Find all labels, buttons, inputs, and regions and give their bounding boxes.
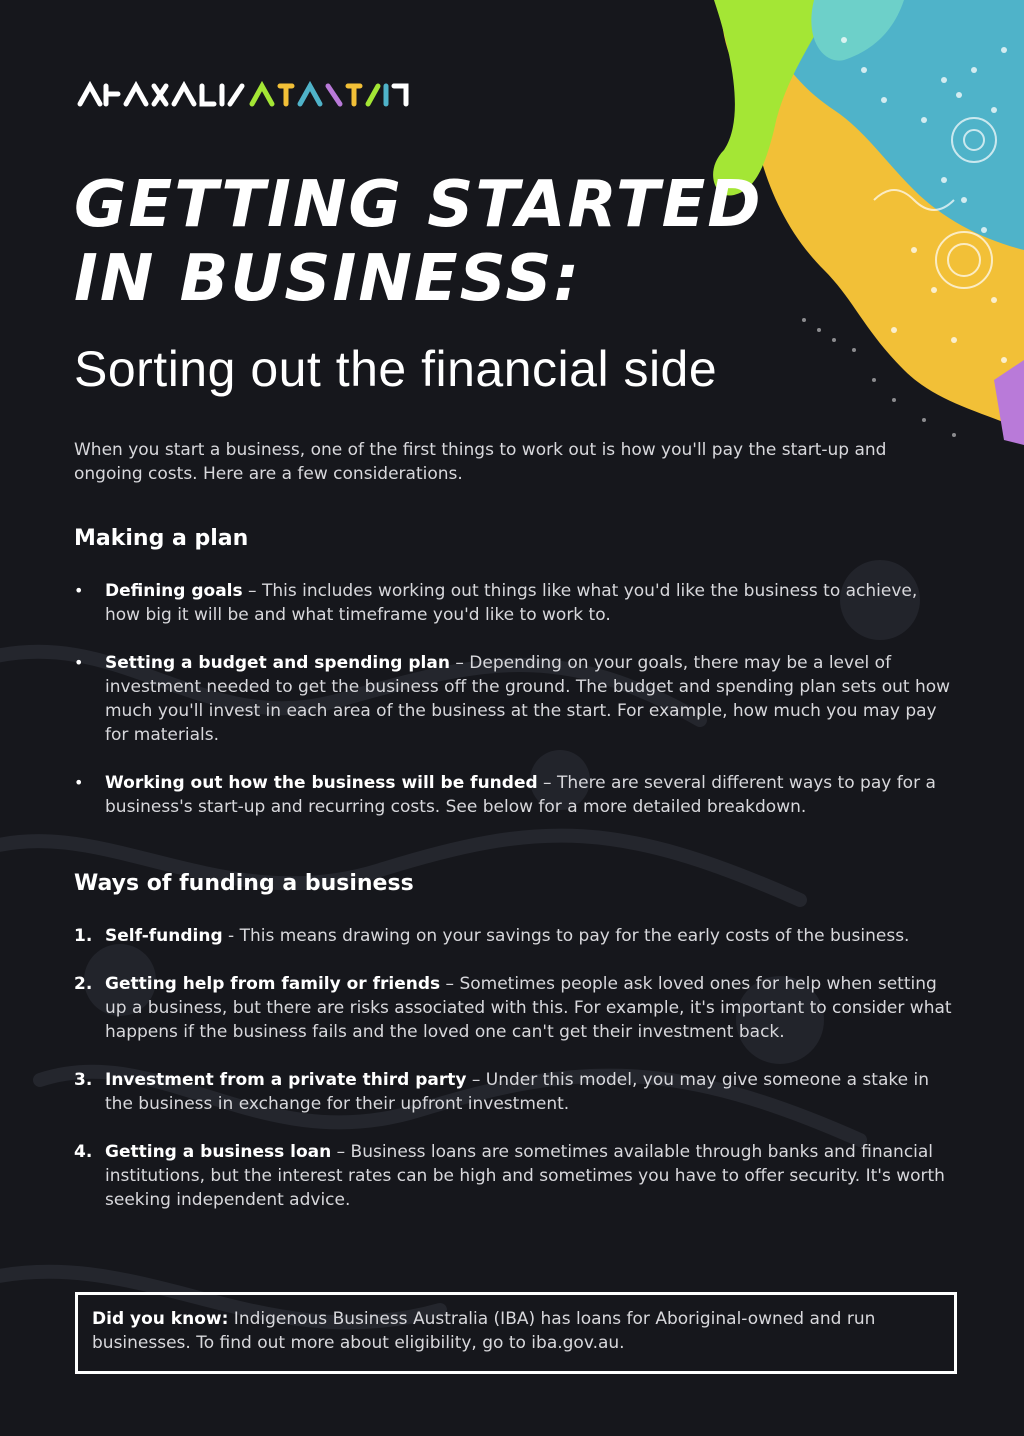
list-item xyxy=(74,579,954,627)
list-item xyxy=(74,1140,954,1212)
title-line-2: IN BUSINESS: xyxy=(74,242,582,316)
callout-label: Did you know: xyxy=(92,1309,229,1329)
item-text: – Under this model, you may give someone a stake in the business in exchange for their upfront investment. xyxy=(105,1070,929,1114)
section-heading-making-a-plan: Making a plan xyxy=(74,526,249,551)
item-text: - This means drawing on your savings to pay for the early costs of the business. xyxy=(222,926,910,946)
callout-text: Indigenous Business Australia (IBA) has loans for Aboriginal-owned and run businesses. To find out more about eligibility, go to iba.gov.au. xyxy=(92,1309,876,1353)
did-you-know-callout xyxy=(75,1292,957,1374)
funding-list xyxy=(74,924,954,1236)
intro-paragraph: When you start a business, one of the first things to work out is how you'll pay the start-up and ongoing costs. Here are a few considerations. xyxy=(74,440,887,484)
item-text: – This includes working out things like what you'd like the business to achieve, how big it will be and what timeframe you'd like to work to. xyxy=(105,581,918,625)
list-item xyxy=(74,1068,954,1116)
item-label: Getting help from family or friends xyxy=(105,974,441,994)
item-label: Self-funding xyxy=(105,926,223,946)
list-item xyxy=(74,771,954,819)
bullet-icon: • xyxy=(74,581,84,600)
item-text: – There are several different ways to pay for a business's start-up and recurring costs. See below for a more detailed breakdown. xyxy=(105,773,936,817)
list-item xyxy=(74,651,954,747)
bullet-icon: • xyxy=(74,773,84,792)
item-number: 1. xyxy=(74,926,93,946)
list-item xyxy=(74,924,954,948)
title-line-1: GETTING STARTED xyxy=(74,168,763,242)
bullet-icon: • xyxy=(74,653,84,672)
section-heading-ways-of-funding: Ways of funding a business xyxy=(74,871,414,896)
page-title xyxy=(74,168,762,316)
item-label: Setting a budget and spending plan xyxy=(105,653,450,673)
item-number: 3. xyxy=(74,1070,93,1090)
item-label: Working out how the business will be funded xyxy=(105,773,538,793)
item-text: – Sometimes people ask loved ones for help when setting up a business, but there are risks associated with this. For example, it's important to consider what happens if the business fails and the loved one can't get their investment back. xyxy=(105,974,952,1042)
item-label: Investment from a private third party xyxy=(105,1070,467,1090)
plan-list xyxy=(74,579,954,843)
list-item xyxy=(74,972,954,1044)
brand-logo xyxy=(76,80,421,110)
page-subtitle: Sorting out the financial side xyxy=(74,341,718,397)
item-label: Defining goals xyxy=(105,581,243,601)
item-number: 2. xyxy=(74,974,93,994)
item-label: Getting a business loan xyxy=(105,1142,332,1162)
item-text: – Depending on your goals, there may be a level of investment needed to get the business off the ground. The budget and spending plan sets out how much you'll invest in each area of the business at the start. For example, how much you may pay for materials. xyxy=(105,653,951,745)
item-number: 4. xyxy=(74,1142,93,1162)
item-text: – Business loans are sometimes available through banks and financial institutions, but the interest rates can be high and sometimes you have to offer security. It's worth seeking independent advice. xyxy=(105,1142,945,1210)
